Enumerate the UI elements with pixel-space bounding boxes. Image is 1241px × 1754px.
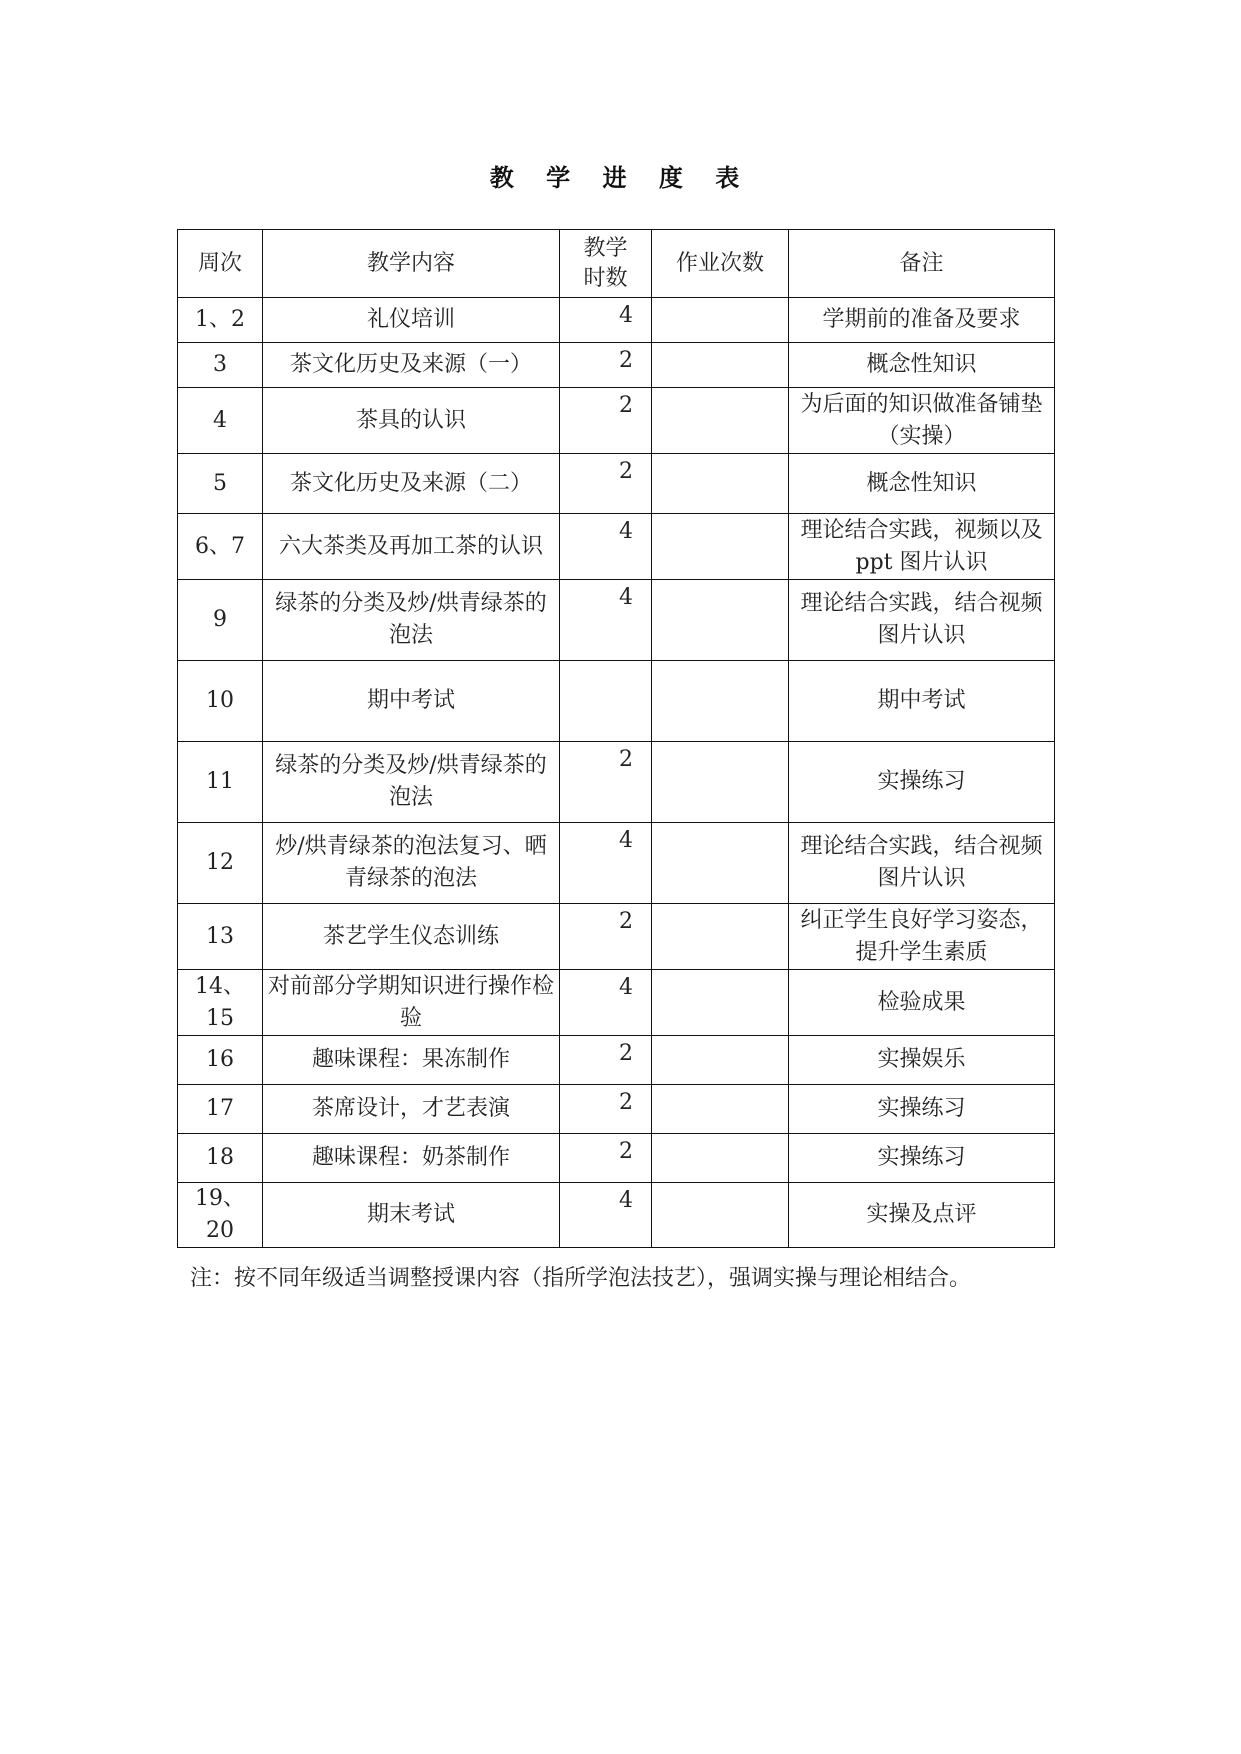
cell-homework (652, 823, 789, 904)
cell-remark: 理论结合实践，结合视频图片认识 (789, 823, 1055, 904)
cell-remark: 检验成果 (789, 970, 1055, 1036)
cell-content: 茶席设计，才艺表演 (263, 1085, 560, 1134)
table-row (178, 343, 1055, 388)
cell-week: 9 (178, 580, 263, 661)
header-homework: 作业次数 (652, 230, 789, 298)
table-row (178, 388, 1055, 454)
cell-week: 19、20 (178, 1183, 263, 1248)
cell-week: 14、15 (178, 970, 263, 1036)
cell-hours: 2 (560, 1036, 652, 1085)
table-row (178, 904, 1055, 970)
table-header-row (178, 230, 1055, 298)
cell-week: 1、2 (178, 298, 263, 343)
cell-content: 炒/烘青绿茶的泡法复习、晒青绿茶的泡法 (263, 823, 560, 904)
cell-remark: 理论结合实践，结合视频图片认识 (789, 580, 1055, 661)
table-row (178, 661, 1055, 742)
cell-content: 期末考试 (263, 1183, 560, 1248)
table-row (178, 514, 1055, 580)
table-row (178, 1183, 1055, 1248)
cell-content: 趣味课程：奶茶制作 (263, 1134, 560, 1183)
table-row (178, 298, 1055, 343)
table-row (178, 580, 1055, 661)
cell-remark: 实操练习 (789, 1085, 1055, 1134)
schedule-table (177, 229, 1055, 1248)
cell-remark: 实操及点评 (789, 1183, 1055, 1248)
cell-week: 18 (178, 1134, 263, 1183)
cell-content: 茶具的认识 (263, 388, 560, 454)
cell-week: 13 (178, 904, 263, 970)
cell-hours (560, 661, 652, 742)
cell-week: 17 (178, 1085, 263, 1134)
cell-content: 茶文化历史及来源（二） (263, 454, 560, 514)
cell-homework (652, 904, 789, 970)
table-row (178, 823, 1055, 904)
cell-remark: 学期前的准备及要求 (789, 298, 1055, 343)
cell-hours: 4 (560, 580, 652, 661)
cell-hours: 2 (560, 1134, 652, 1183)
table-row (178, 1134, 1055, 1183)
cell-remark: 实操练习 (789, 1134, 1055, 1183)
cell-week: 4 (178, 388, 263, 454)
cell-hours: 4 (560, 1183, 652, 1248)
cell-content: 趣味课程：果冻制作 (263, 1036, 560, 1085)
header-hours (560, 230, 652, 298)
page-title: 教 学 进 度 表 (489, 164, 752, 192)
cell-remark: 纠正学生良好学习姿态，提升学生素质 (789, 904, 1055, 970)
cell-remark: 为后面的知识做准备铺垫（实操） (789, 388, 1055, 454)
cell-homework (652, 454, 789, 514)
table-row (178, 454, 1055, 514)
table-row (178, 1036, 1055, 1085)
cell-homework (652, 661, 789, 742)
cell-week: 16 (178, 1036, 263, 1085)
cell-remark: 期中考试 (789, 661, 1055, 742)
table-row (178, 742, 1055, 823)
header-remark: 备注 (789, 230, 1055, 298)
cell-remark: 实操练习 (789, 742, 1055, 823)
cell-content: 期中考试 (263, 661, 560, 742)
cell-week: 11 (178, 742, 263, 823)
cell-remark: 概念性知识 (789, 454, 1055, 514)
cell-content: 六大茶类及再加工茶的认识 (263, 514, 560, 580)
cell-hours: 4 (560, 514, 652, 580)
cell-hours: 2 (560, 904, 652, 970)
cell-remark: 理论结合实践，视频以及 ppt 图片认识 (789, 514, 1055, 580)
cell-homework (652, 1085, 789, 1134)
table-body (178, 298, 1055, 1248)
cell-hours: 4 (560, 298, 652, 343)
table-row (178, 1085, 1055, 1134)
cell-content: 茶文化历史及来源（一） (263, 343, 560, 388)
cell-hours: 2 (560, 1085, 652, 1134)
cell-content: 绿茶的分类及炒/烘青绿茶的泡法 (263, 742, 560, 823)
cell-hours: 2 (560, 454, 652, 514)
cell-hours: 4 (560, 823, 652, 904)
cell-homework (652, 970, 789, 1036)
cell-hours: 2 (560, 343, 652, 388)
cell-homework (652, 514, 789, 580)
cell-content: 茶艺学生仪态训练 (263, 904, 560, 970)
cell-remark: 实操娱乐 (789, 1036, 1055, 1085)
cell-homework (652, 742, 789, 823)
cell-week: 6、7 (178, 514, 263, 580)
cell-homework (652, 580, 789, 661)
header-content: 教学内容 (263, 230, 560, 298)
cell-homework (652, 298, 789, 343)
header-hours-text: 教学 时数 (583, 235, 628, 291)
cell-hours: 2 (560, 388, 652, 454)
cell-remark: 概念性知识 (789, 343, 1055, 388)
cell-content: 绿茶的分类及炒/烘青绿茶的泡法 (263, 580, 560, 661)
cell-homework (652, 1036, 789, 1085)
cell-hours: 2 (560, 742, 652, 823)
header-week: 周次 (178, 230, 263, 298)
cell-hours: 4 (560, 970, 652, 1036)
cell-content: 礼仪培训 (263, 298, 560, 343)
footnote: 注：按不同年级适当调整授课内容（指所学泡法技艺），强调实操与理论相结合。 (190, 1266, 972, 1291)
cell-week: 3 (178, 343, 263, 388)
cell-homework (652, 1134, 789, 1183)
cell-week: 5 (178, 454, 263, 514)
table-row (178, 970, 1055, 1036)
cell-week: 10 (178, 661, 263, 742)
cell-homework (652, 343, 789, 388)
cell-homework (652, 388, 789, 454)
cell-content: 对前部分学期知识进行操作检验 (263, 970, 560, 1036)
cell-week: 12 (178, 823, 263, 904)
cell-homework (652, 1183, 789, 1248)
